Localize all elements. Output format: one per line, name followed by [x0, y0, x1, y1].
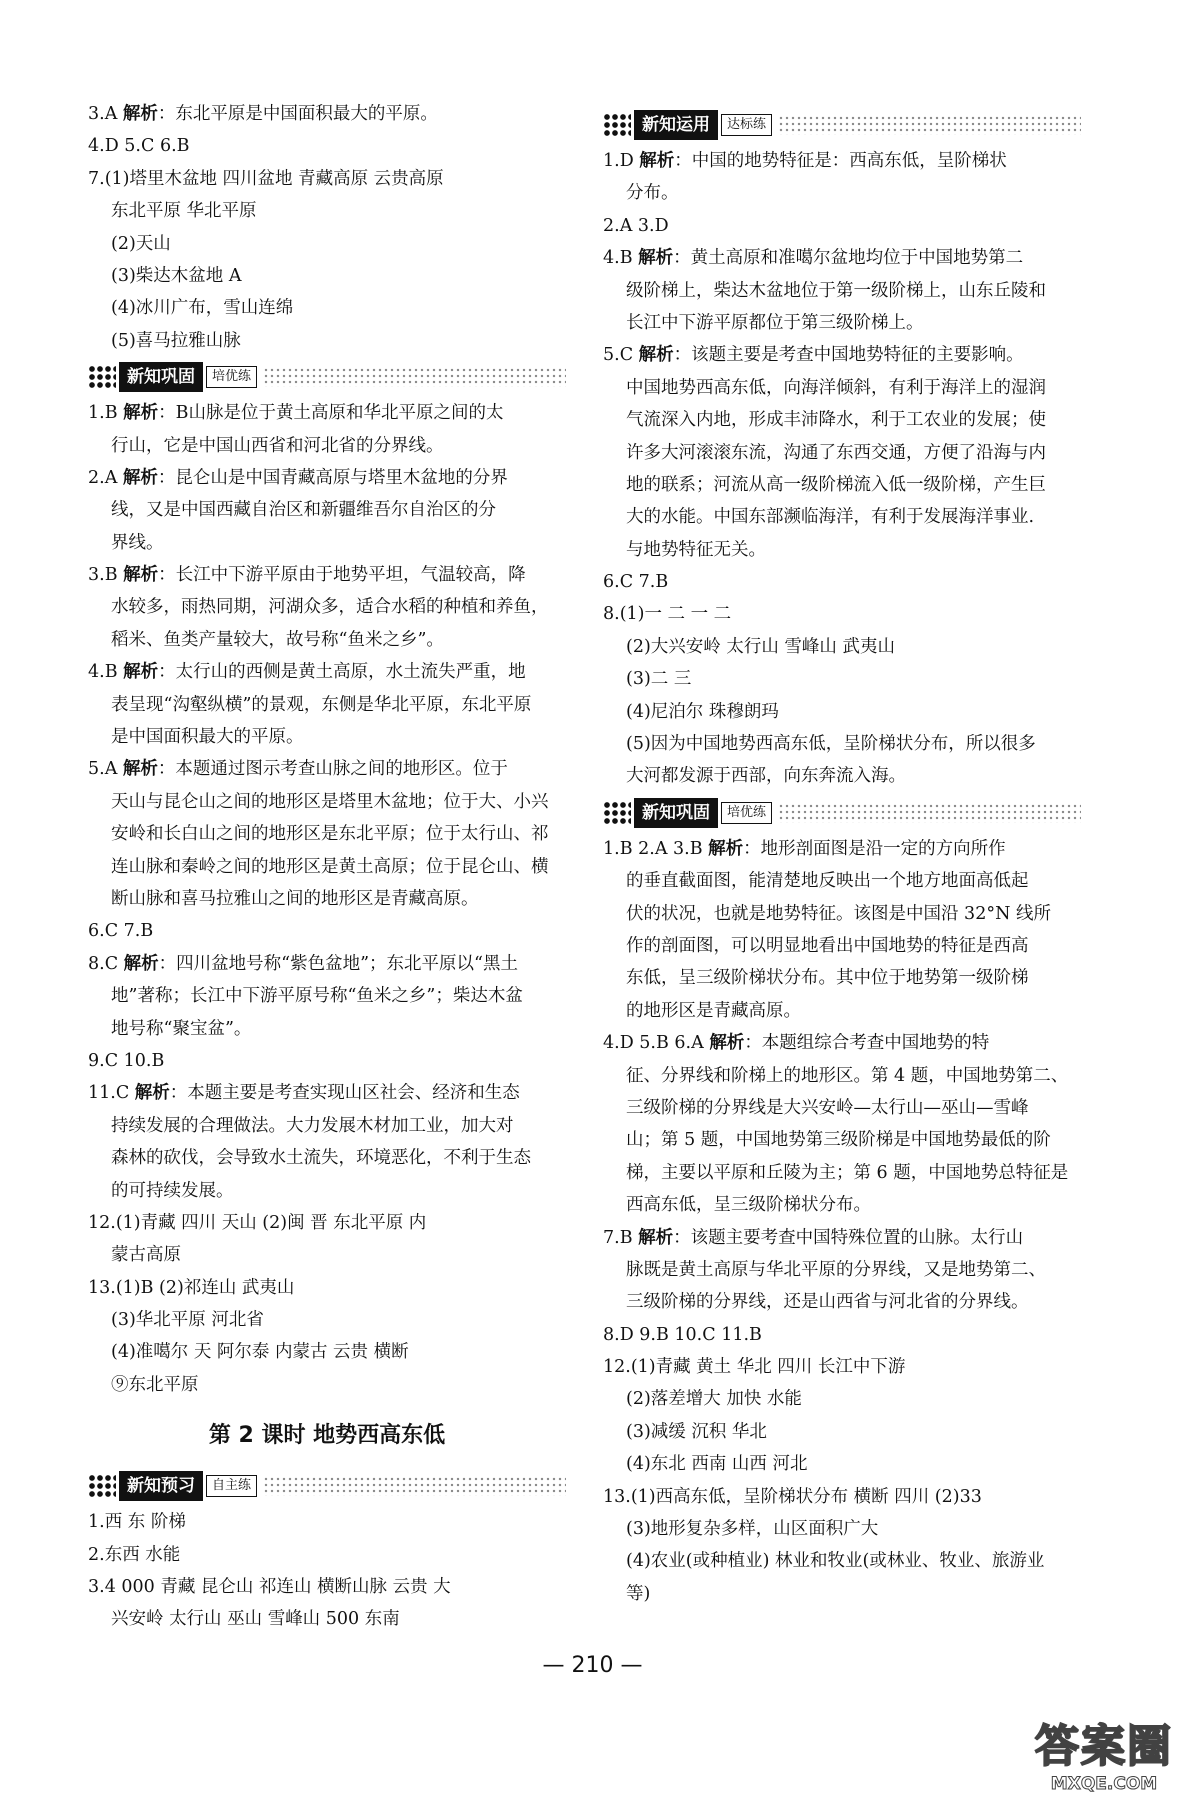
- line-text: 森林的砍伐，会导致水土流失，环境恶化，不利于生态: [111, 1148, 531, 1169]
- line-text: 稻米、鱼类产量较大，故号称“鱼米之乡”。: [111, 629, 444, 650]
- line-text-rest: ：地形剖面图是沿一定的方向所作: [743, 838, 1006, 859]
- line-text: 1.B 2.A 3.B: [603, 838, 709, 859]
- watermark-logo: [1029, 1708, 1179, 1796]
- banner-tag: 自主练: [206, 1475, 257, 1497]
- banner-title: 新知预习: [119, 1471, 203, 1501]
- line-text: 4.D 5.B 6.A: [603, 1033, 710, 1054]
- answer-line: [603, 1383, 1081, 1415]
- line-text: 三级阶梯的分界线，还是山西省与河北省的分界线。: [626, 1292, 1029, 1313]
- dotted-fill: [263, 1476, 566, 1496]
- answer-line: [88, 1506, 566, 1538]
- line-text: 5.C: [603, 345, 639, 366]
- line-text: 1.D: [603, 151, 640, 171]
- line-text: 2.A 3.D: [603, 215, 669, 236]
- answer-line: [88, 559, 566, 591]
- left-column: [88, 98, 566, 1636]
- banner-tag: 达标练: [721, 114, 772, 136]
- line-text-rest: ：本题主要是考查实现山区社会、经济和生态: [169, 1083, 520, 1104]
- answer-line: [603, 898, 1081, 930]
- answer-line: [603, 566, 1081, 598]
- line-text: 6.C 7.B: [88, 921, 154, 942]
- answer-line: [603, 1545, 1081, 1577]
- line-text: 8.C: [88, 953, 124, 974]
- analysis-keyword: 解析: [122, 759, 158, 780]
- banner-title: 新知巩固: [119, 362, 203, 392]
- section-banner-consolidate: [88, 360, 566, 394]
- answer-line: [603, 1319, 1081, 1351]
- line-text: 3.4 000 青藏 昆仑山 祁连山 横断山脉 云贵 大: [88, 1577, 451, 1598]
- line-text: 与地势特征无关。: [626, 539, 766, 560]
- answer-line: [88, 98, 566, 130]
- line-text: 蒙古高原: [111, 1245, 181, 1266]
- line-text: 8.(1)一 二 一 二: [603, 604, 732, 625]
- answer-line: [603, 1513, 1081, 1545]
- line-text: 安岭和长白山之间的地形区是东北平原；位于太行山、祁: [111, 824, 549, 845]
- line-text: 大的水能。中国东部濒临海洋，有利于发展海洋事业.: [626, 507, 1035, 528]
- line-text-rest: ：四川盆地号称“紫色盆地”；东北平原以“黑土: [158, 953, 518, 974]
- line-text: 天山与昆仑山之间的地形区是塔里木盆地；位于大、小兴: [111, 791, 549, 812]
- line-text: ⑨东北平原: [111, 1374, 199, 1395]
- line-text: 11.C: [88, 1083, 135, 1104]
- line-text-rest: ：B山脉是位于黄土高原和华北平原之间的太: [158, 403, 504, 424]
- line-text: (2)大兴安岭 太行山 雪峰山 武夷山: [626, 636, 895, 657]
- line-text: (3)减缓 沉积 华北: [626, 1421, 767, 1442]
- answer-line: [603, 865, 1081, 897]
- line-text: (4)尼泊尔 珠穆朗玛: [626, 701, 779, 722]
- left-lines-bottom: [88, 1506, 566, 1636]
- line-text: 4.D 5.C 6.B: [88, 136, 190, 157]
- analysis-keyword: 解析: [122, 104, 158, 124]
- answer-line: [88, 915, 566, 947]
- left-lines-mid: [88, 397, 566, 1401]
- line-text: 界线。: [111, 532, 164, 553]
- line-text: 征、分界线和阶梯上的地形区。第 4 题，中国地势第二、: [626, 1065, 1069, 1086]
- line-text: 地的联系；河流从高一级阶梯流入低一级阶梯，产生巨: [626, 474, 1046, 495]
- answer-line: [88, 980, 566, 1012]
- answer-line: [603, 1481, 1081, 1513]
- watermark-text: 答案圈: [1035, 1721, 1173, 1772]
- line-text: 1.西 东 阶梯: [88, 1512, 186, 1533]
- line-text-rest: ：东北平原是中国面积最大的平原。: [157, 104, 438, 124]
- watermark-url: MXQE.COM: [1050, 1774, 1158, 1794]
- answer-line: [88, 818, 566, 850]
- line-text: 山；第 5 题，中国地势第三级阶梯是中国地势最低的阶: [626, 1130, 1051, 1151]
- line-text: 持续发展的合理做法。大力发展木材加工业，加大对: [111, 1115, 514, 1136]
- answer-line: [603, 1351, 1081, 1383]
- line-text: 气流深入内地，形成丰沛降水，利于工农业的发展；使: [626, 410, 1046, 431]
- analysis-keyword: 解析: [123, 953, 159, 974]
- answer-line: [88, 494, 566, 526]
- answer-line: [88, 292, 566, 324]
- line-text-rest: ：本题组综合考查中国地势的特: [744, 1033, 990, 1054]
- line-text: 中国地势西高东低，向海洋倾斜，有利于海洋上的湿润: [626, 377, 1046, 398]
- answer-line: [88, 1571, 566, 1603]
- line-text: 级阶梯上，柴达木盆地位于第一级阶梯上，山东丘陵和: [626, 280, 1046, 301]
- line-text: 断山脉和喜马拉雅山之间的地形区是青藏高原。: [111, 888, 479, 909]
- answer-line: [603, 1157, 1081, 1189]
- line-text: 4.B: [88, 662, 124, 683]
- right-lines-b: [603, 833, 1081, 1610]
- answer-line: [88, 1110, 566, 1142]
- answer-line: [603, 728, 1081, 760]
- line-text: 三级阶梯的分界线是大兴安岭—太行山—巫山—雪峰: [626, 1097, 1029, 1118]
- lesson-heading: 第 2 课时 地势西高东低: [208, 1423, 446, 1449]
- line-text: (4)农业(或种植业) 林业和牧业(或林业、牧业、旅游业: [626, 1551, 1045, 1572]
- section-banner-consolidate-2: [603, 796, 1081, 830]
- section-banner-preview: [88, 1469, 566, 1503]
- answer-line: [88, 397, 566, 429]
- answer-line: [603, 275, 1081, 307]
- left-lines-top: [88, 98, 566, 357]
- analysis-keyword: 解析: [123, 403, 159, 424]
- line-text: 大河都发源于西部，向东奔流入海。: [626, 766, 906, 787]
- line-text: 4.B: [603, 248, 639, 269]
- answer-line: [88, 430, 566, 462]
- line-text: 12.(1)青藏 黄土 华北 四川 长江中下游: [603, 1357, 906, 1378]
- line-text: (4)东北 西南 山西 河北: [626, 1454, 808, 1475]
- line-text: (3)地形复杂多样，山区面积广大: [626, 1519, 879, 1540]
- line-text: 7.B: [603, 1227, 639, 1248]
- line-text: 作的剖面图，可以明显地看出中国地势的特征是西高: [626, 935, 1029, 956]
- answer-line: [88, 1077, 566, 1109]
- line-text: 地”著称；长江中下游平原号称“鱼米之乡”；柴达木盆: [111, 986, 523, 1007]
- line-text: 9.C 10.B: [88, 1050, 165, 1071]
- answer-line: [88, 1045, 566, 1077]
- line-text: 许多大河滚滚东流，沟通了东西交通，方便了沿海与内: [626, 442, 1046, 463]
- answer-line: [603, 631, 1081, 663]
- line-text: 13.(1)西高东低，呈阶梯状分布 横断 四川 (2)33: [603, 1486, 982, 1507]
- analysis-keyword: 解析: [122, 467, 158, 488]
- answer-line: [88, 228, 566, 260]
- line-text: 东北平原 华北平原: [111, 201, 257, 222]
- line-text: 分布。: [626, 183, 679, 204]
- line-text: 的垂直截面图，能清楚地反映出一个地方地面高低起: [626, 871, 1029, 892]
- line-text: 是中国面积最大的平原。: [111, 727, 304, 748]
- answer-line: [603, 760, 1081, 792]
- answer-line: [603, 833, 1081, 865]
- line-text: 梯，主要以平原和丘陵为主；第 6 题，中国地势总特征是: [626, 1162, 1069, 1183]
- line-text: 的可持续发展。: [111, 1180, 234, 1201]
- right-column: [603, 108, 1081, 1610]
- line-text-rest: ：长江中下游平原由于地势平坦，气温较高，降: [158, 565, 526, 586]
- dotted-fill: [778, 115, 1081, 135]
- line-text: 连山脉和秦岭之间的地形区是黄土高原；位于昆仑山、横: [111, 856, 549, 877]
- dotted-fill: [263, 367, 566, 387]
- line-text: 5.A: [88, 759, 123, 780]
- answer-line: [603, 1578, 1081, 1610]
- answer-line: [88, 721, 566, 753]
- answer-line: [603, 210, 1081, 242]
- line-text: 1.B: [88, 403, 124, 424]
- line-text: 东低，呈三级阶梯状分布。其中位于地势第一级阶梯: [626, 968, 1029, 989]
- dot-grid-icon: [603, 113, 631, 137]
- answer-line: [603, 177, 1081, 209]
- answer-line: [603, 663, 1081, 695]
- answer-line: [603, 404, 1081, 436]
- line-text-rest: ：昆仑山是中国青藏高原与塔里木盆地的分界: [157, 467, 508, 488]
- answer-line: [603, 501, 1081, 533]
- answer-line: [88, 1142, 566, 1174]
- answer-line: [88, 1369, 566, 1401]
- answer-line: [603, 145, 1081, 177]
- line-text: 西高东低，呈三级阶梯状分布。: [626, 1195, 871, 1216]
- analysis-keyword: 解析: [123, 662, 159, 683]
- line-text: (5)喜马拉雅山脉: [111, 330, 241, 351]
- answer-line: [88, 163, 566, 195]
- line-text-rest: ：太行山的西侧是黄土高原，水土流失严重，地: [158, 662, 526, 683]
- line-text: 地号称“聚宝盆”。: [111, 1018, 252, 1039]
- answer-line: [603, 1060, 1081, 1092]
- analysis-keyword: 解析: [638, 345, 674, 366]
- banner-title: 新知巩固: [634, 798, 718, 828]
- banner-tag: 培优练: [721, 802, 772, 824]
- line-text: 水较多，雨热同期，河湖众多，适合水稻的种植和养鱼，: [111, 597, 549, 618]
- line-text: 3.A: [88, 104, 123, 124]
- answer-line: [603, 1286, 1081, 1318]
- answer-line: [88, 883, 566, 915]
- answer-line: [88, 1304, 566, 1336]
- answer-line: [603, 307, 1081, 339]
- analysis-keyword: 解析: [123, 565, 159, 586]
- answer-line: [603, 598, 1081, 630]
- analysis-keyword: 解析: [709, 1033, 745, 1054]
- dot-grid-icon: [88, 365, 116, 389]
- line-text-rest: ：本题通过图示考查山脉之间的地形区。位于: [157, 759, 508, 780]
- answer-line: [88, 527, 566, 559]
- answer-line: [603, 534, 1081, 566]
- line-text: (3)二 三: [626, 669, 692, 690]
- line-text: (3)华北平原 河北省: [111, 1310, 264, 1331]
- line-text: 长江中下游平原都位于第三级阶梯上。: [626, 312, 924, 333]
- line-text: 兴安岭 太行山 巫山 雪峰山 500 东南: [111, 1609, 400, 1630]
- answer-line: [603, 437, 1081, 469]
- answer-line: [88, 325, 566, 357]
- banner-tag: 培优练: [206, 366, 257, 388]
- answer-line: [88, 462, 566, 494]
- line-text: 2.东西 水能: [88, 1544, 181, 1565]
- line-text: 13.(1)B (2)祁连山 武夷山: [88, 1277, 295, 1298]
- line-text: 7.(1)塔里木盆地 四川盆地 青藏高原 云贵高原: [88, 168, 444, 189]
- line-text: (2)落差增大 加快 水能: [626, 1389, 802, 1410]
- line-text: 8.D 9.B 10.C 11.B: [603, 1324, 762, 1345]
- answer-line: [603, 1448, 1081, 1480]
- analysis-keyword: 解析: [638, 1227, 674, 1248]
- answer-line: [603, 1092, 1081, 1124]
- answer-line: [603, 1416, 1081, 1448]
- answer-line: [603, 372, 1081, 404]
- answer-line: [603, 962, 1081, 994]
- answer-line: [88, 786, 566, 818]
- banner-title: 新知运用: [634, 110, 718, 140]
- line-text: (3)柴达木盆地 A: [111, 265, 242, 286]
- answer-line: [603, 1124, 1081, 1156]
- line-text: 3.B: [88, 565, 124, 586]
- line-text: 行山，它是中国山西省和河北省的分界线。: [111, 435, 444, 456]
- section-banner-apply: [603, 108, 1081, 142]
- answer-line: [88, 753, 566, 785]
- answer-line: [88, 1336, 566, 1368]
- analysis-keyword: 解析: [134, 1083, 170, 1104]
- analysis-keyword: 解析: [639, 151, 675, 171]
- answer-line: [603, 469, 1081, 501]
- line-text: 6.C 7.B: [603, 572, 669, 593]
- answer-line: [88, 591, 566, 623]
- line-text-rest: ：黄土高原和准噶尔盆地均位于中国地势第二: [673, 248, 1024, 269]
- answer-line: [88, 1207, 566, 1239]
- line-text: (5)因为中国地势西高东低，呈阶梯状分布，所以很多: [626, 734, 1036, 755]
- answer-line: [88, 260, 566, 292]
- answer-line: [88, 656, 566, 688]
- line-text: (4)准噶尔 天 阿尔泰 内蒙古 云贵 横断: [111, 1342, 409, 1363]
- analysis-keyword: 解析: [708, 838, 744, 859]
- line-text: 2.A: [88, 467, 123, 488]
- line-text: (2)天山: [111, 233, 171, 254]
- dot-grid-icon: [603, 801, 631, 825]
- answer-line: [88, 1539, 566, 1571]
- answer-line: [603, 930, 1081, 962]
- answer-line: [88, 1175, 566, 1207]
- line-text-rest: ：该题主要是考查中国地势特征的主要影响。: [673, 345, 1024, 366]
- line-text: 脉既是黄土高原与华北平原的分界线，又是地势第二、: [626, 1259, 1046, 1280]
- dot-grid-icon: [88, 1474, 116, 1498]
- line-text: 表呈现“沟壑纵横”的景观，东侧是华北平原，东北平原: [111, 694, 532, 715]
- right-lines-a: [603, 145, 1081, 793]
- answer-line: [603, 1027, 1081, 1059]
- answer-line: [603, 242, 1081, 274]
- line-text: 的地形区是青藏高原。: [626, 1000, 801, 1021]
- answer-line: [603, 1189, 1081, 1221]
- line-text-rest: ：中国的地势特征是：西高东低，呈阶梯状: [674, 151, 1007, 171]
- line-text: 等): [626, 1583, 651, 1604]
- line-text-rest: ：该题主要考查中国特殊位置的山脉。太行山: [673, 1227, 1024, 1248]
- answer-line: [603, 1222, 1081, 1254]
- dotted-fill: [778, 803, 1081, 823]
- line-text: 线，又是中国西藏自治区和新疆维吾尔自治区的分: [111, 500, 496, 521]
- answer-line: [88, 130, 566, 162]
- answer-line: [88, 195, 566, 227]
- line-text: (4)冰川广布，雪山连绵: [111, 298, 294, 319]
- line-text: 伏的状况，也就是地势特征。该图是中国沿 32°N 线所: [626, 903, 1051, 924]
- answer-line: [88, 624, 566, 656]
- answer-line: [88, 1239, 566, 1271]
- answer-line: [88, 851, 566, 883]
- answer-line: [88, 1272, 566, 1304]
- answer-line: [603, 1254, 1081, 1286]
- answer-line: [603, 696, 1081, 728]
- answer-line: [603, 339, 1081, 371]
- line-text: 12.(1)青藏 四川 天山 (2)闽 晋 东北平原 内: [88, 1212, 427, 1233]
- analysis-keyword: 解析: [638, 248, 674, 269]
- answer-line: [88, 689, 566, 721]
- answer-line: [88, 1013, 566, 1045]
- page-number: — 210 —: [542, 1653, 643, 1678]
- answer-line: [603, 995, 1081, 1027]
- answer-line: [88, 1603, 566, 1635]
- answer-line: [88, 948, 566, 980]
